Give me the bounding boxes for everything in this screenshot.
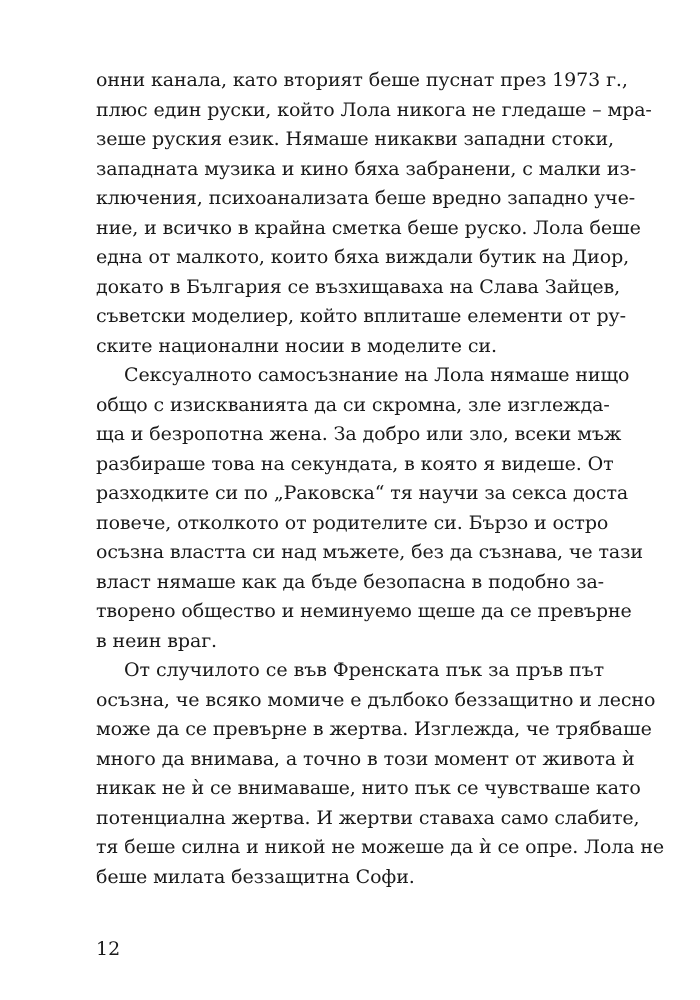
paragraph-3 xyxy=(96,656,665,892)
text-line: много да внимава, а точно в този момент от живота ѝ xyxy=(96,747,635,770)
text-line: творено общество и неминуемо щеше да се превърне xyxy=(96,600,632,622)
text-line: повече, отколкото от родителите си. Бързо и остро xyxy=(96,511,609,534)
text-line: може да се превърне в жертва. Изглежда, че трябваше xyxy=(96,718,652,740)
text-line: западната музика и кино бяха забранени, с малки из- xyxy=(96,157,637,180)
text-line: ключения, психоанализата беше вредно западно уче- xyxy=(96,187,636,209)
text-line: плюс един руски, който Лола никога не гледаше – мра- xyxy=(96,98,652,121)
page-number: 12 xyxy=(96,938,121,960)
text-line: власт нямаше как да бъде безопасна в подобно за- xyxy=(96,570,604,593)
text-line: потенциална жертва. И жертви ставаха само слабите, xyxy=(96,806,640,829)
text-line: една от малкото, които бяха виждали бутик на Диор, xyxy=(96,246,630,268)
text-line: никак не ѝ се внимаваше, нито пък се чувстваше като xyxy=(96,777,641,799)
text-line: ние, и всичко в крайна сметка беше руско. Лола беше xyxy=(96,216,641,239)
text-line: тя беше силна и никой не можеше да ѝ се опре. Лола не xyxy=(96,836,665,858)
text-line: зеше руския език. Нямаше никакви западни стоки, xyxy=(96,128,614,150)
text-line: разходките си по „Раковска“ тя научи за секса доста xyxy=(96,482,629,504)
text-line: общо с изискванията да си скромна, зле изглежда- xyxy=(96,393,610,416)
text-line: осъзна властта си над мъжете, без да съзнава, че тази xyxy=(96,541,643,563)
text-line: беше милата беззащитна Софи. xyxy=(96,865,415,888)
text-line: онни канала, като вторият беше пуснат през 1973 г., xyxy=(96,69,628,91)
text-line: От случилото се във Френската пък за пръв път xyxy=(124,659,604,681)
body-text xyxy=(96,66,665,892)
text-line: разбираше това на секундата, в която я видеше. От xyxy=(96,452,614,475)
text-line: съветски моделиер, който вплиташе елементи от ру- xyxy=(96,305,626,327)
text-line: докато в България се възхищаваха на Слава Зайцев, xyxy=(96,275,621,298)
text-line: осъзна, че всяко момиче е дълбоко беззащитно и лесно xyxy=(96,688,656,711)
text-line: ските национални носии в моделите си. xyxy=(96,334,497,357)
text-line: Сексуалното самосъзнание на Лола нямаше нищо xyxy=(124,364,630,386)
paragraph-2 xyxy=(96,361,643,656)
text-line: в неин враг. xyxy=(96,629,217,652)
text-line: ща и безропотна жена. За добро или зло, всеки мъж xyxy=(96,423,622,445)
paragraph-1 xyxy=(96,66,652,361)
